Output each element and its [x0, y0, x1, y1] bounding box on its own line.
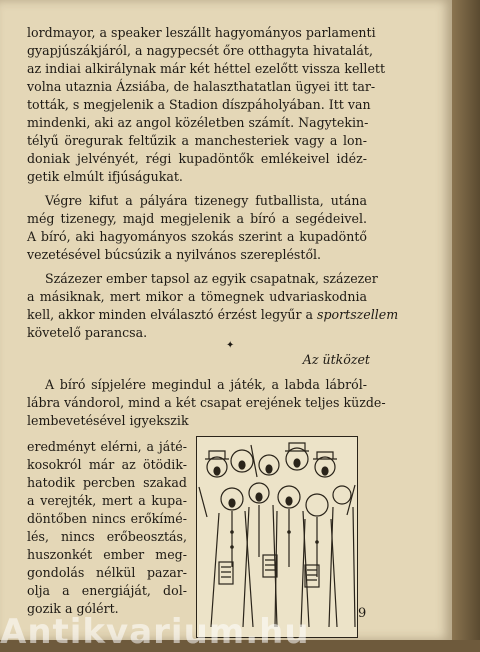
text-line: döntőben nincs erőkímé-	[27, 511, 187, 526]
watermark-logo: Antikvarium.hu	[0, 612, 310, 652]
text-line: gondolás nélkül pazar-	[27, 565, 187, 580]
text-line: gozik a gólért.	[27, 601, 119, 616]
text-line: huszonkét ember meg-	[27, 547, 187, 562]
text-line: követelő parancsa.	[27, 325, 148, 340]
text-line: lembevetésével igyekszik	[27, 413, 189, 428]
text-line: Százezer ember tapsol az egyik csapatnak, százezer	[45, 271, 378, 286]
text-line: hatodik percben szakad	[27, 475, 187, 490]
text-line: getik elmúlt ifjúságukat.	[27, 169, 183, 184]
section-separator: ✦	[226, 340, 235, 351]
text-line: olja a energiáját, dol-	[27, 583, 187, 598]
text-line: mindenki, aki az angol közéletben számít. Nagytekin-	[27, 115, 369, 130]
text-line: télyű öregurak feltűzik a manchesteriek vagy a lon-	[27, 133, 367, 148]
text-line: lés, nincs erőbeosztás,	[27, 529, 187, 544]
text-line: még tizenegy, majd megjelenik a bíró a segédeivel.	[27, 211, 367, 226]
text-line: a verejték, mert a kupa-	[27, 493, 187, 508]
text-line: gyapjúszákjáról, a nagypecsét őre otthagyta hivatalát,	[27, 43, 373, 58]
text-line: a másiknak, mert mikor a tömegnek udvariaskodnia	[27, 289, 367, 304]
text-line	[27, 306, 399, 324]
text-line: doniak jelvényét, régi kupadöntők emlékeivel idéz-	[27, 151, 367, 166]
text-line: vezetésével búcsúzik a nyilvános szerepléstől.	[27, 247, 322, 262]
text-line: Végre kifut a pályára tizenegy futballista, utána	[45, 193, 367, 208]
text-line: az indiai alkirálynak már két héttel ezelőtt vissza kellett	[27, 61, 386, 76]
text-line: lordmayor, a speaker leszállt hagyományos parlamenti	[27, 25, 376, 40]
text-line: volna utaznia Ázsiába, de halaszthatatlan ügyei itt tar-	[27, 79, 376, 94]
text-line: lábra vándorol, mind a két csapat erejének teljes küzde-	[27, 395, 386, 410]
text-segment: kell, akkor minden elválasztó érzést legyűr a	[27, 307, 318, 322]
text-line: eredményt elérni, a játé-	[27, 439, 187, 454]
section-heading: Az ütközet	[302, 352, 370, 367]
book-spine-edge	[452, 0, 480, 640]
text-line: tották, s megjelenik a Stadion díszpáholyában. Itt van	[27, 97, 371, 112]
page-number: 9	[358, 606, 367, 621]
text-line: A bíró sípjelére megindul a játék, a labda lábról-	[45, 377, 367, 392]
text-line: kosokról már az ötödik-	[27, 457, 187, 472]
emphasis-sportszellem: sportszellem	[317, 307, 399, 322]
text-line: A bíró, aki hagyományos szokás szerint a kupadöntő	[27, 229, 367, 244]
crowd-illustration	[196, 436, 358, 638]
